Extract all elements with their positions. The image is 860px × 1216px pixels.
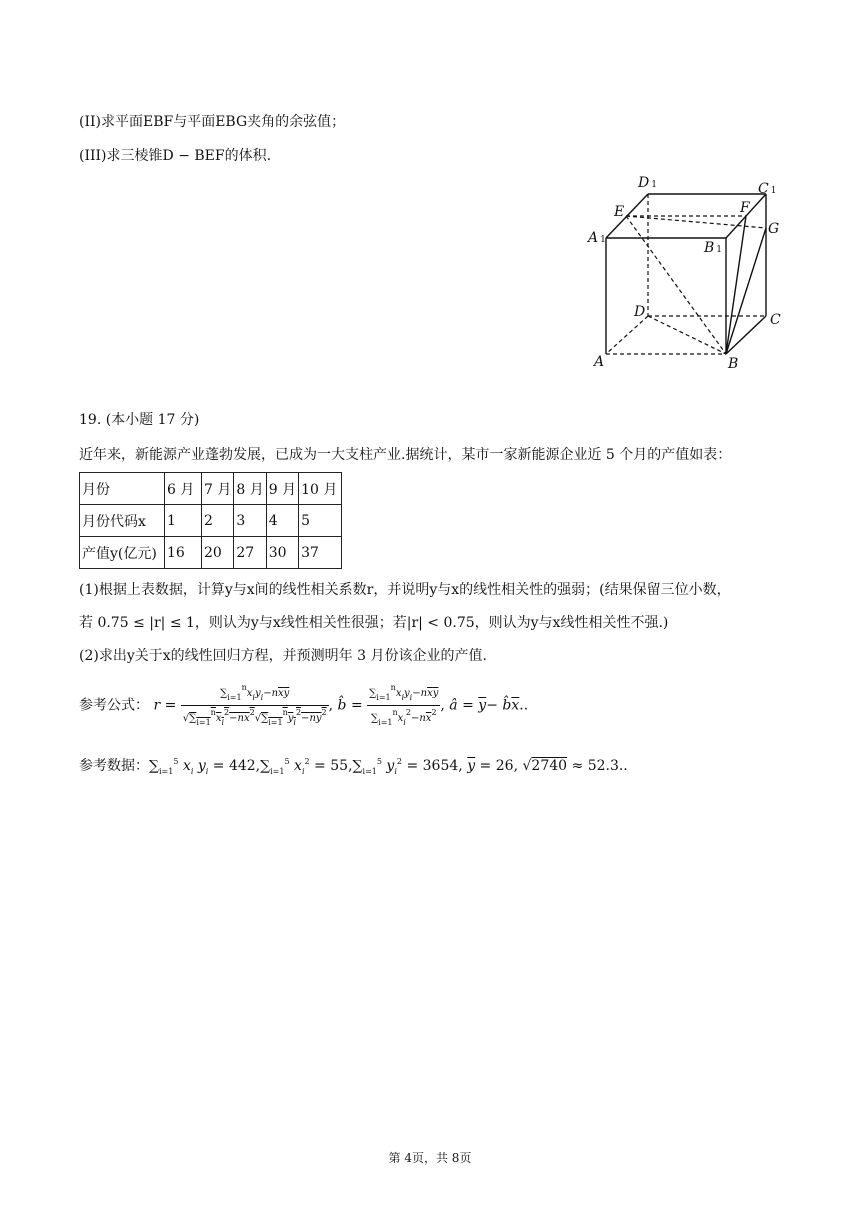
- table-cell: 2: [202, 505, 234, 537]
- q19-part1-line2: 若 0.75 ≤ |r| ≤ 1，则认为y与x线性相关性很强；若|r| < 0.75，则认为y与x线性相关性不强.): [79, 615, 669, 631]
- label-a1: A 1: [588, 230, 606, 246]
- table-cell: 10 月: [299, 473, 342, 505]
- label-b: B: [728, 356, 739, 372]
- label-c: C: [770, 312, 781, 328]
- formula-r-fraction: $\frac{\sum_{i=1}^nx_iy_i-n\overline{x}\overline{y}}{√\sum_{i=1}^nx_i^2-nx^2√\sum_{i=1}^ny_i^2-ny^2}$: [182, 683, 327, 727]
- formula-b-fraction: $\frac{\sum_{i=1}^nx_iy_i-n\overline{x}\overline{y}}{\sum_{i=1}^nx_i^2-n\overline{x}^2}$: [369, 683, 439, 727]
- label-f: F: [740, 200, 750, 216]
- table-row: [80, 473, 342, 505]
- table-cell: 16: [165, 537, 202, 569]
- table-cell: 20: [202, 537, 234, 569]
- label-a: A: [594, 354, 605, 370]
- q18-part2: (II)求平面EBF与平面EBG夹角的余弦值；: [79, 114, 346, 130]
- table-cell: 8 月: [234, 473, 266, 505]
- cube-figure: [582, 170, 797, 375]
- table-row: [80, 537, 342, 569]
- table-cell: 5: [299, 505, 342, 537]
- q18-part3: (III)求三棱锥D − BEF的体积.: [79, 148, 272, 164]
- q19-part2: (2)求出y关于x的线性回归方程，并预测明年 3 月份该企业的产值.: [79, 648, 487, 664]
- table-cell: 月份: [80, 473, 165, 505]
- formula-label: 参考公式：: [79, 697, 149, 714]
- table-cell: 1: [165, 505, 202, 537]
- data-label: 参考数据：: [79, 758, 149, 774]
- table-row: [80, 505, 342, 537]
- table-cell: 产值y(亿元): [80, 537, 165, 569]
- q19-intro: 近年来，新能源产业蓬勃发展，已成为一大支柱产业.据统计，某市一家新能源企业近 5 个月的产值如表：: [79, 447, 732, 463]
- edge-d-a: [606, 316, 648, 354]
- label-g: G: [768, 221, 780, 237]
- segment-f-b: [726, 216, 746, 354]
- production-table: [79, 472, 342, 569]
- segment-d-b: [648, 316, 726, 354]
- label-b1: B 1: [704, 240, 723, 256]
- table-cell: 3: [234, 505, 266, 537]
- reference-data: 参考数据：$\sum_{i=1}^5$ $x_i$ $y_i = 442,\sum_{i=1}^5$ $x_i^2 = 55,\sum_{i=1}^5$ $y_i^2 = 3654$, $\overline{y} = 26$, √2740 ≈ 52.3..: [79, 757, 628, 776]
- table-cell: 7 月: [202, 473, 234, 505]
- q19-part1-line1: (1)根据上表数据，计算y与x间的线性相关系数r，并说明y与x的线性相关性的强弱；(结果保留三位小数，: [79, 582, 731, 598]
- page-footer: 第 4页，共 8页: [388, 1151, 472, 1165]
- label-d: D: [634, 304, 646, 320]
- reference-formula: 参考公式： r = $\frac{\sum_{i=1}^nx_iy_i-n\overline{x}\overline{y}}{√\sum_{i=1}^nx_i^2-nx^2√\sum_{i=1}^ny_i^2-ny^2}$ , b̂ = $\frac{\sum_{i=1}^nx_iy_i-n\overline{x}\overline{y}}{\sum_{i=1}^nx_i^2-n\overline{x}^2}$ , â = $\overline{y}-$ $b̂\overline{x}$..: [79, 683, 529, 727]
- q19-header: 19. (本小题 17 分): [79, 412, 200, 428]
- table-cell: 4: [266, 505, 298, 537]
- label-c1: C 1: [758, 181, 777, 197]
- table-cell: 9 月: [266, 473, 298, 505]
- table-cell: 27: [234, 537, 266, 569]
- segment-e-b: [626, 216, 726, 354]
- table-cell: 6 月: [165, 473, 202, 505]
- table-cell: 37: [299, 537, 342, 569]
- label-d1: D 1: [638, 175, 657, 191]
- table-cell: 月份代码x: [80, 505, 165, 537]
- label-e: E: [614, 204, 625, 220]
- table-cell: 30: [266, 537, 298, 569]
